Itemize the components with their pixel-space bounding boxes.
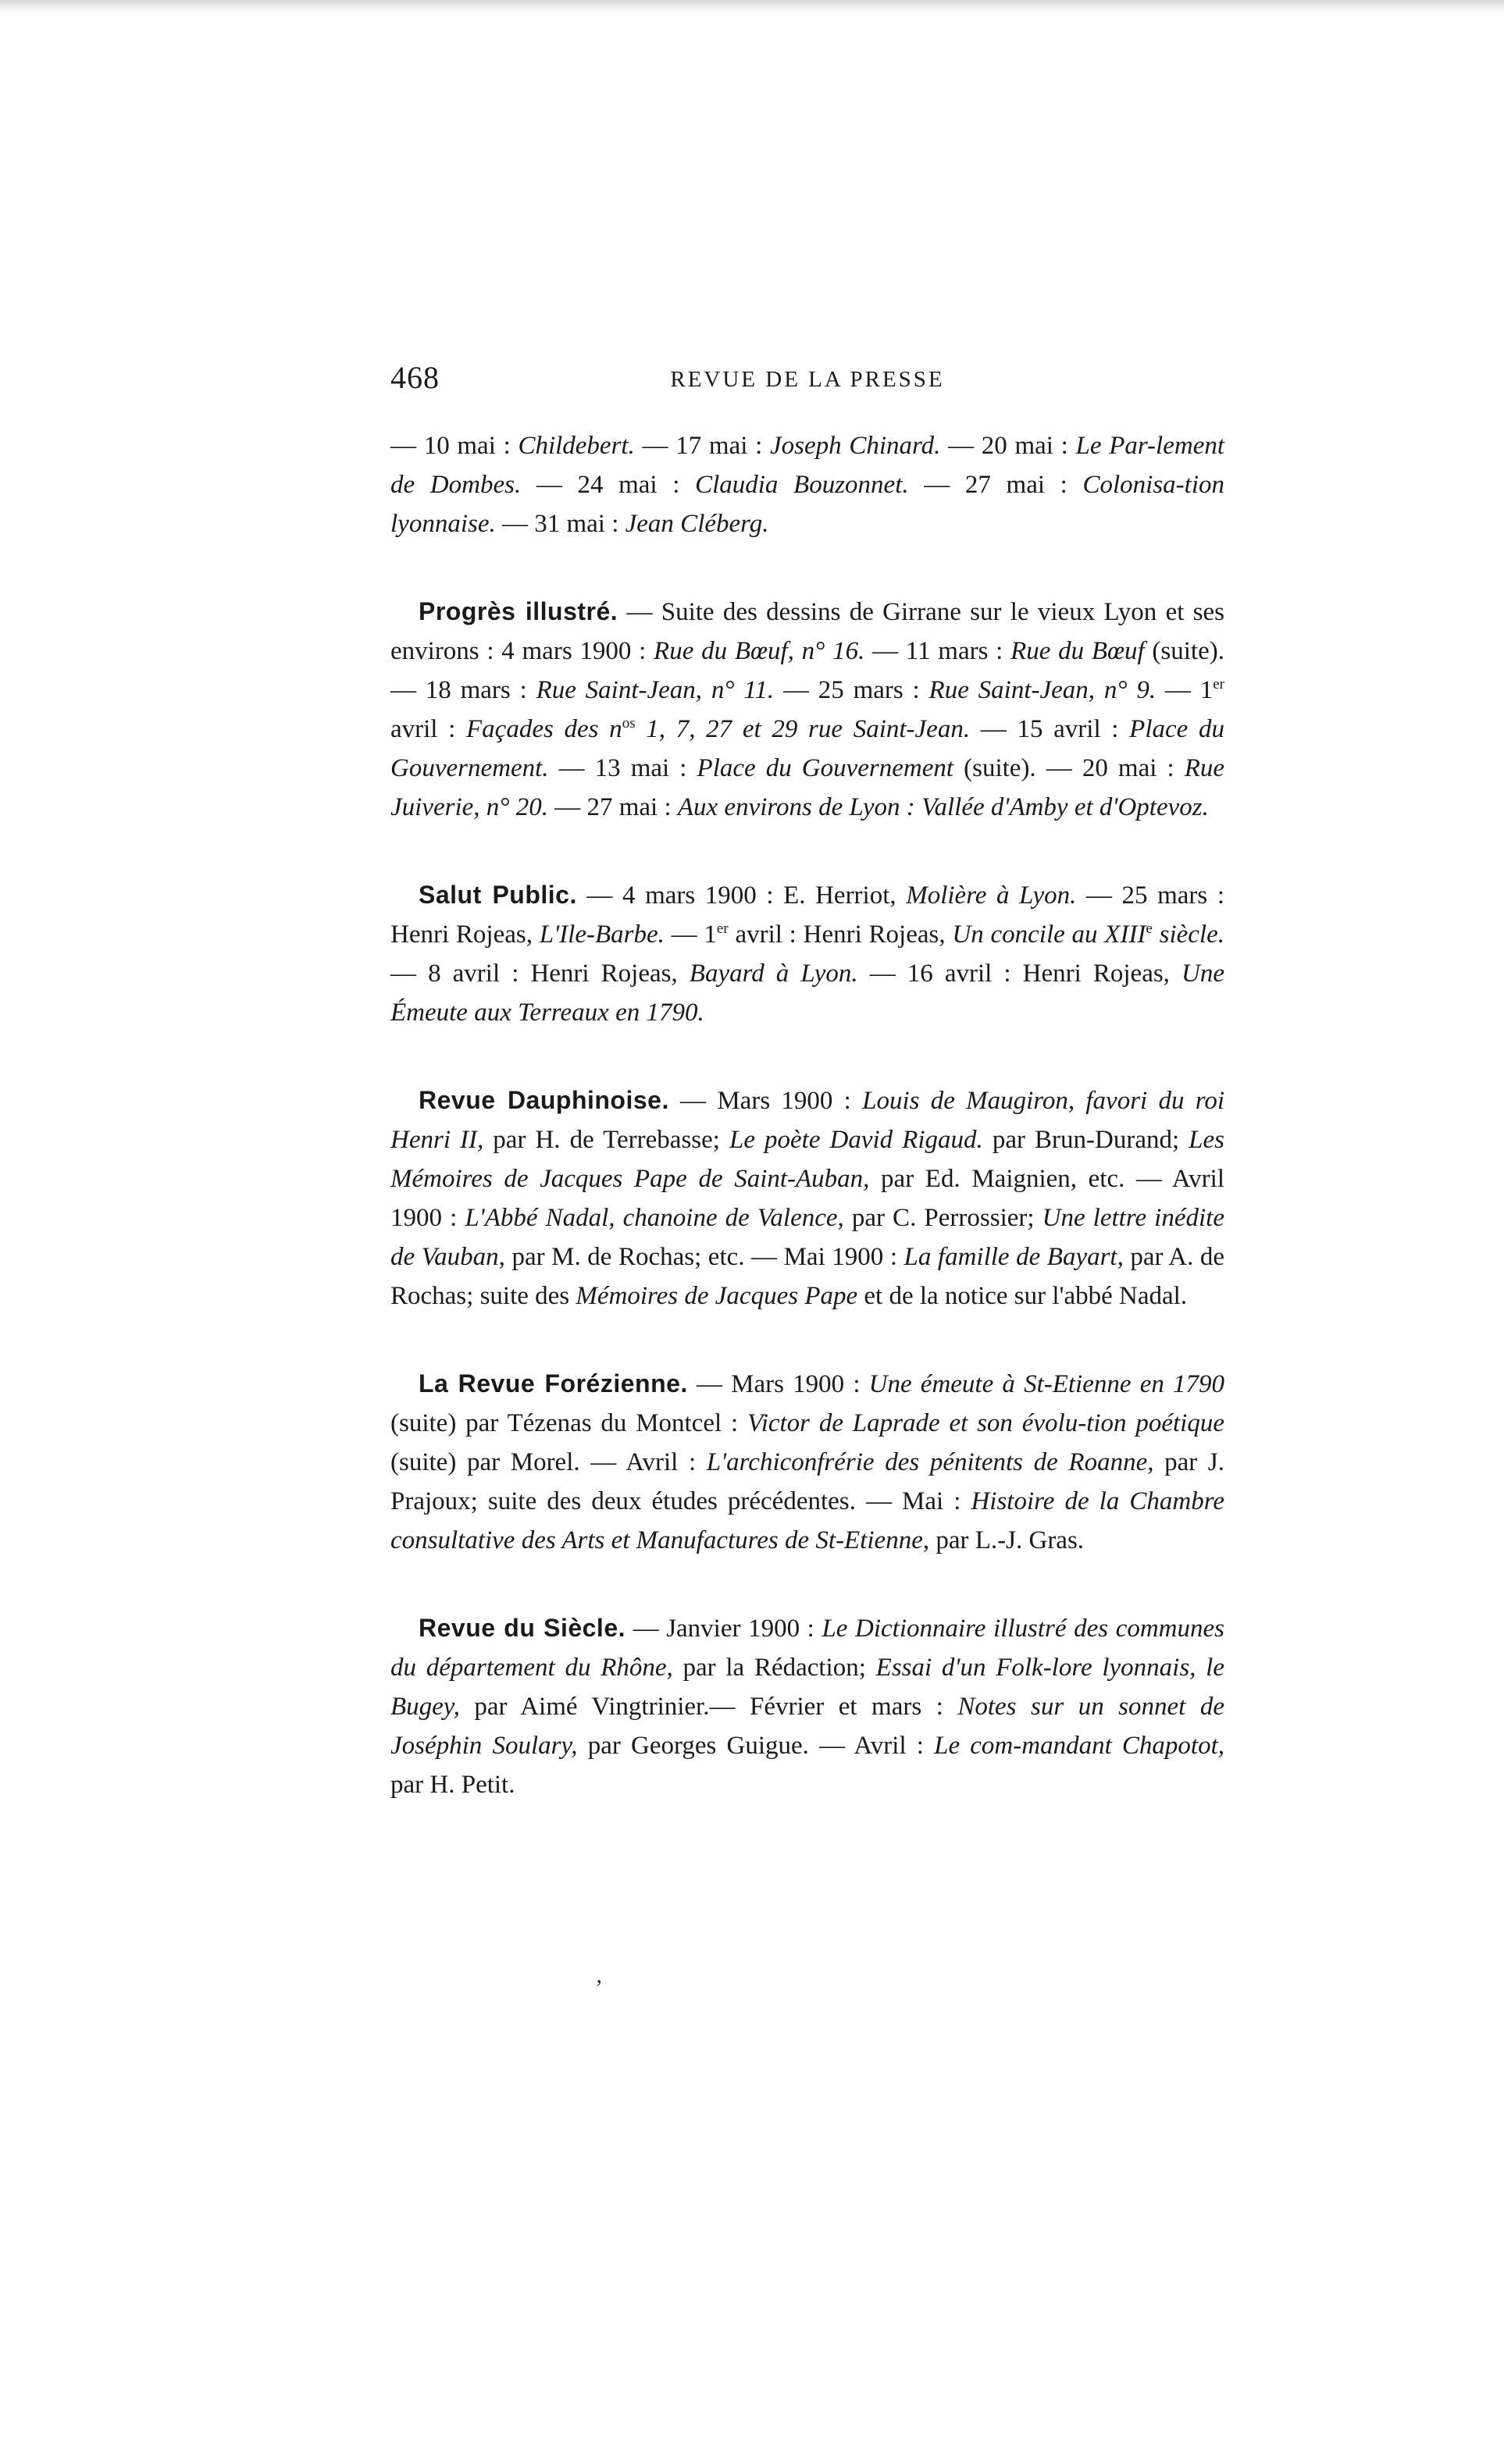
continuation-paragraph bbox=[390, 426, 1224, 543]
title: Façades des n bbox=[466, 715, 622, 743]
text: (suite) par Tézenas du Montcel : bbox=[390, 1409, 747, 1437]
title: Une lettre inédite de Vauban, bbox=[390, 1204, 1224, 1271]
text: par Aimé Vingtrinier.— Février et mars : bbox=[459, 1693, 958, 1721]
text-block bbox=[390, 359, 1224, 1804]
text: par H. de Terrebasse; bbox=[483, 1126, 729, 1154]
text: (suite). — 20 mai : bbox=[953, 754, 1185, 782]
journal-name: Progrès illustré. bbox=[419, 597, 618, 625]
text: — Mars 1900 : bbox=[668, 1087, 863, 1115]
text: — Mars 1900 : bbox=[687, 1370, 869, 1398]
text: (suite). — 18 mars : bbox=[390, 637, 1224, 704]
title: siècle. bbox=[1152, 920, 1224, 949]
title: Colonisa-tion lyonnaise. bbox=[390, 471, 1225, 538]
journal-name: Revue du Siècle. bbox=[419, 1614, 626, 1642]
text: — 4 mars 1900 : E. Herriot, bbox=[576, 881, 907, 910]
journal-name: Salut Public. bbox=[419, 881, 577, 909]
text: — 10 mai : bbox=[390, 432, 519, 460]
title: Place du Gouvernement bbox=[697, 754, 954, 782]
text: et de la notice sur l'abbé Nadal. bbox=[857, 1282, 1188, 1310]
text: avril : Henri Rojeas, bbox=[728, 920, 953, 949]
text: — 1 bbox=[664, 920, 717, 949]
title: Louis de Maugiron, favori du roi Henri II, bbox=[390, 1087, 1224, 1154]
title: Joseph Chinard. bbox=[769, 432, 941, 460]
text: — 17 mai : bbox=[634, 432, 770, 460]
running-title: REVUE DE LA PRESSE bbox=[670, 367, 945, 392]
journal-name: Revue Dauphinoise. bbox=[419, 1086, 669, 1114]
title: Place du Gouvernement. bbox=[390, 715, 1224, 782]
superscript: er bbox=[716, 920, 729, 937]
text: par L.-J. Gras. bbox=[929, 1526, 1085, 1554]
title: La famille de Bayart, bbox=[903, 1243, 1124, 1271]
text: — 24 mai : bbox=[521, 471, 696, 499]
title: Victor de Laprade et son évolu-tion poétique bbox=[747, 1409, 1224, 1437]
entry-revue-dauphinoise bbox=[390, 1081, 1224, 1316]
text: — 15 avril : bbox=[970, 715, 1130, 743]
text: — 1 bbox=[1156, 676, 1214, 704]
text: par Georges Guigue. — Avril : bbox=[577, 1732, 935, 1760]
title: Bayard à Lyon. bbox=[689, 960, 858, 988]
title: Une Émeute aux Terreaux en 1790. bbox=[390, 960, 1224, 1027]
page-number: 468 bbox=[390, 360, 440, 395]
title: Rue Saint-Jean, n° 11. bbox=[536, 676, 775, 704]
title: L'archiconfrérie des pénitents de Roanne, bbox=[706, 1448, 1154, 1476]
text: — 8 avril : Henri Rojeas, bbox=[390, 960, 690, 988]
title: Mémoires de Jacques Pape bbox=[576, 1282, 858, 1310]
entry-progres-illustre bbox=[390, 592, 1224, 827]
text: — 27 mai : bbox=[547, 793, 678, 821]
text: — 16 avril : Henri Rojeas, bbox=[857, 960, 1182, 988]
title: L'Ile-Barbe. bbox=[539, 920, 665, 949]
title: Une émeute à St-Etienne en 1790 bbox=[868, 1370, 1225, 1398]
text: par J. Prajoux; suite des deux études précédentes. — Mai : bbox=[390, 1448, 1224, 1515]
title: Notes sur un sonnet de Joséphin Soulary, bbox=[390, 1693, 1224, 1760]
text: — 20 mai : bbox=[940, 432, 1076, 460]
journal-name: La Revue Forézienne. bbox=[419, 1369, 688, 1398]
entry-la-revue-forezienne bbox=[390, 1364, 1224, 1560]
entry-salut-public bbox=[390, 875, 1224, 1032]
title: Jean Cléberg. bbox=[625, 510, 769, 538]
title: Essai d'un Folk-lore lyonnais, le Bugey, bbox=[390, 1654, 1224, 1721]
superscript: os bbox=[622, 715, 636, 732]
text: — 31 mai : bbox=[495, 510, 625, 538]
title: Les Mémoires de Jacques Pape de Saint-Auban, bbox=[390, 1126, 1225, 1193]
title: Rue Saint-Jean, n° 9. bbox=[928, 676, 1157, 704]
stray-ink-mark: ʼ bbox=[595, 1975, 603, 2001]
title: Childebert. bbox=[518, 432, 635, 460]
title: Un concile au XIII bbox=[952, 920, 1146, 949]
text: avril : bbox=[390, 715, 467, 743]
title: Rue du Bœuf, n° 16. bbox=[654, 637, 865, 665]
title: Histoire de la Chambre consultative des Arts et Manufactures de St-Etienne, bbox=[390, 1487, 1224, 1554]
text: — 13 mai : bbox=[548, 754, 697, 782]
text: — 25 mars : Henri Rojeas, bbox=[390, 881, 1224, 949]
title: Molière à Lyon. bbox=[906, 881, 1077, 910]
scan-top-edge bbox=[0, 0, 1504, 17]
text: par la Rédaction; bbox=[672, 1654, 876, 1682]
title: Aux environs de Lyon : Vallée d'Amby et d'Optevoz. bbox=[677, 793, 1209, 821]
title: Le Dictionnaire illustré des communes du département du Rhône, bbox=[390, 1615, 1225, 1682]
title: 1, 7, 27 et 29 rue Saint-Jean. bbox=[635, 715, 971, 743]
title: Rue Juiverie, n° 20. bbox=[390, 754, 1225, 821]
entry-revue-du-siecle bbox=[390, 1608, 1224, 1804]
text: par Brun-Durand; bbox=[982, 1126, 1189, 1154]
text: par M. de Rochas; etc. — Mai 1900 : bbox=[504, 1243, 904, 1271]
text: — 27 mai : bbox=[908, 471, 1083, 499]
text: — 25 mars : bbox=[774, 676, 929, 704]
title: Claudia Bouzonnet. bbox=[695, 471, 909, 499]
title: Le com-mandant Chapotot, bbox=[934, 1732, 1224, 1760]
text: (suite) par Morel. — Avril : bbox=[390, 1448, 707, 1476]
text: par Ed. Maignien, etc. — Avril 1900 : bbox=[390, 1165, 1224, 1232]
title: L'Abbé Nadal, chanoine de Valence, bbox=[465, 1204, 844, 1232]
title: Le poète David Rigaud. bbox=[729, 1126, 983, 1154]
superscript: e bbox=[1146, 920, 1153, 937]
superscript: er bbox=[1213, 676, 1224, 693]
page-header bbox=[390, 359, 1224, 422]
text: — 11 mars : bbox=[864, 637, 1011, 665]
title: Le Par-lement de Dombes. bbox=[390, 432, 1225, 499]
text: — Janvier 1900 : bbox=[625, 1615, 822, 1643]
text: — Suite des dessins de Girrane sur le vieux Lyon et ses environs : 4 mars 1900 : bbox=[390, 598, 1224, 665]
title: Rue du Bœuf bbox=[1010, 637, 1145, 665]
text: par H. Petit. bbox=[390, 1771, 515, 1799]
text: par C. Perrossier; bbox=[843, 1204, 1042, 1232]
text: par A. de Rochas; suite des bbox=[390, 1243, 1225, 1310]
